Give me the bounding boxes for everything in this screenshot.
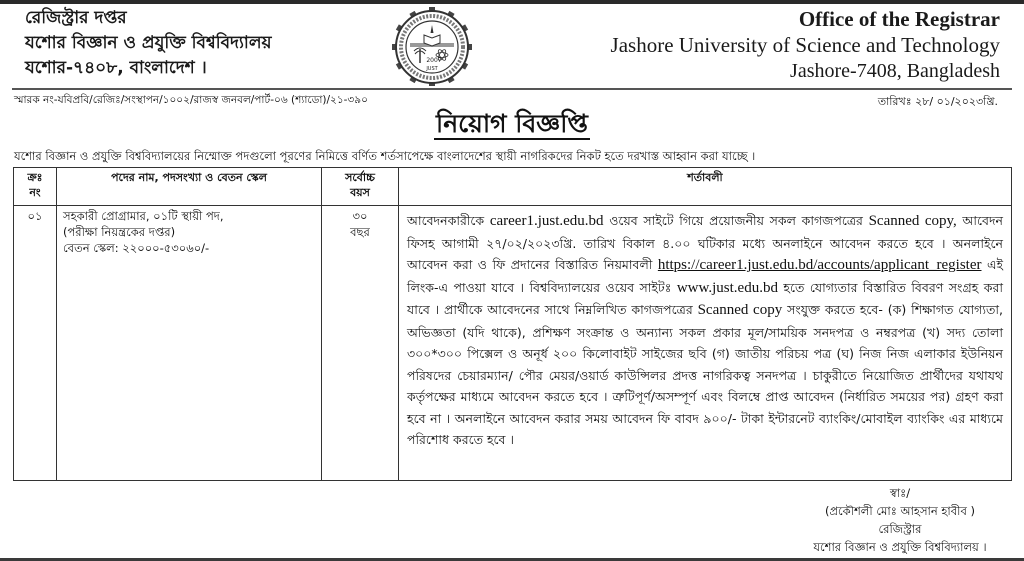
signed-mark: স্বাঃ/ <box>889 486 911 500</box>
office-name-bn: রেজিস্ট্রার দপ্তর <box>25 8 127 28</box>
university-name-en: Jashore University of Science and Technology <box>610 33 1000 57</box>
notice-title <box>0 109 1024 139</box>
cell-position <box>57 206 322 481</box>
signatory-organization: যশোর বিজ্ঞান ও প্রযুক্তি বিশ্ববিদ্যালয় । <box>813 540 987 554</box>
header-serial: ক্রঃ নং <box>14 168 57 206</box>
notice-intro: যশোর বিজ্ঞান ও প্রযুক্তি বিশ্ববিদ্যালয়ের নিম্মোক্ত পদগুলো পূরণের নিমিত্তে বর্ণিত শর্তসাপেক্ষে বাংলাদেশের স্থায়ী নাগরিকদের নিকট হতে দরখাস্ত আহ্বান করা যাচ্ছে । <box>14 149 756 163</box>
header-position: পদের নাম, পদসংখ্যা ও বেতন স্কেল <box>57 168 322 206</box>
university-name-bn: যশোর বিজ্ঞান ও প্রযুক্তি বিশ্ববিদ্যালয় <box>25 33 272 53</box>
notice-date: তারিখঃ ২৮/ ০১/২০২৩খ্রি. <box>877 95 998 108</box>
top-border <box>0 0 1024 4</box>
signatory-designation: রেজিস্ট্রার <box>878 522 922 536</box>
notice-title-text: নিয়োগ বিজ্ঞপ্তি <box>436 109 588 138</box>
cell-serial: ০১ <box>14 206 57 481</box>
header-divider <box>12 88 1012 90</box>
cell-conditions: আবেদনকারীকে career1.just.edu.bd ওয়েব সাইটে গিয়ে প্রয়োজনীয় সকল কাগজপত্রের Scanned copy, আবেদন ফিসহ আগামী ২৭/০২/২০২৩খ্রি. তারিখ বিকাল ৪.০০ ঘটিকার মধ্যে অনলাইনে আবেদন করতে হবে । অনলাইনে আবেদন করা ও ফি প্রদানের বিস্তারিত নিয়মাবলী https://career1.just.edu.bd/accounts/applicant_register এই লিংক-এ পাওয়া যাবে । বিশ্ববিদ্যালয়ের ওয়েব সাইটঃ www.just.edu.bd হতে যোগ্যতার বিস্তারিত বিবরণ সংগ্রহ করা যাবে । প্রার্থীকে আবেদনের সাথে নিম্নলিখিত কাগজপত্রের Scanned copy সংযুক্ত করতে হবে- (ক) শিক্ষাগত যোগ্যতা, অভিজ্ঞতা (যদি থাকে), প্রশিক্ষণ সংক্রান্ত ও অন্যান্য সকল প্রকার মূল/সাময়িক সনদপত্র ও নম্বরপত্র (খ) সদ্য তোলা ৩০০*৩০০ পিক্সেল ও অনূর্ধ ২০০ কিলোবাইট সাইজের ছবি (গ) জাতীয় পরিচয় পত্র (ঘ) নিজ নিজ এলাকার ইউনিয়ন পরিষদের চেয়ারম্যান/ পৌর মেয়র/ওয়ার্ড কাউন্সিলর প্রদত্ত নাগরিকত্ব সনদপত্র । চাকুরীতে নিয়োজিত প্রার্থীদের যথাযথ কর্তৃপক্ষের মাধ্যমে আবেদন করতে হবে । ত্রুটিপূর্ণ/অসম্পূর্ণ এবং বিলম্বে প্রাপ্ত আবেদন (নির্ধারিত সময়ের পর) গ্রহণ করা হবে না । অনলাইনে আবেদন করার সময় আবেদন ফি বাবদ ৯০০/- টাকা ইন্টারনেট ব্যাংকিং/মোবাইল ব্যাংকিং এর মাধ্যমে পরিশোধ করতে হবে । <box>399 206 1012 481</box>
signature-block <box>760 484 1024 556</box>
position-office: (পরীক্ষা নিয়ন্ত্রকের দপ্তর) <box>63 225 176 239</box>
header-conditions: শর্তাবলী <box>399 168 1012 206</box>
address-en: Jashore-7408, Bangladesh <box>790 60 1000 82</box>
university-seal-icon <box>384 6 480 86</box>
vacancy-table <box>13 167 1012 481</box>
table-row <box>14 206 1012 481</box>
header-english <box>611 6 1000 84</box>
pay-scale: বেতন স্কেল: ২২০০০-৫৩০৬০/- <box>63 241 210 255</box>
header-max-age: সর্বোচ্চ বয়স <box>322 168 399 206</box>
career-site-text: career1.just.edu.bd <box>489 213 604 229</box>
signatory-name: (প্রকৌশলী মোঃ আহসান হাবীব ) <box>824 504 976 518</box>
applicant-register-link[interactable]: https://career1.just.edu.bd/accounts/applicant_register <box>657 257 982 273</box>
office-name-en: Office of the Registrar <box>798 7 1000 31</box>
cell-max-age: ৩০ বছর <box>322 206 399 481</box>
university-site-text: www.just.edu.bd <box>676 279 778 296</box>
svg-text:JUST: JUST <box>426 66 438 72</box>
position-title: সহকারী প্রোগ্রামার, ০১টি স্থায়ী পদ, <box>63 209 224 223</box>
header-bengali <box>25 6 272 81</box>
table-header-row <box>14 168 1012 206</box>
memo-number: স্মারক নং-যবিপ্রবি/রেজিঃ/সংস্থাপন/১০০২/রাজস্ব জনবল/পার্ট-০৬ (শ্যাডো)/২১-৩৯০ <box>14 94 368 106</box>
svg-text:2007: 2007 <box>426 57 442 64</box>
address-bn: যশোর-৭৪০৮, বাংলাদেশ । <box>25 58 207 78</box>
university-logo <box>384 6 480 86</box>
